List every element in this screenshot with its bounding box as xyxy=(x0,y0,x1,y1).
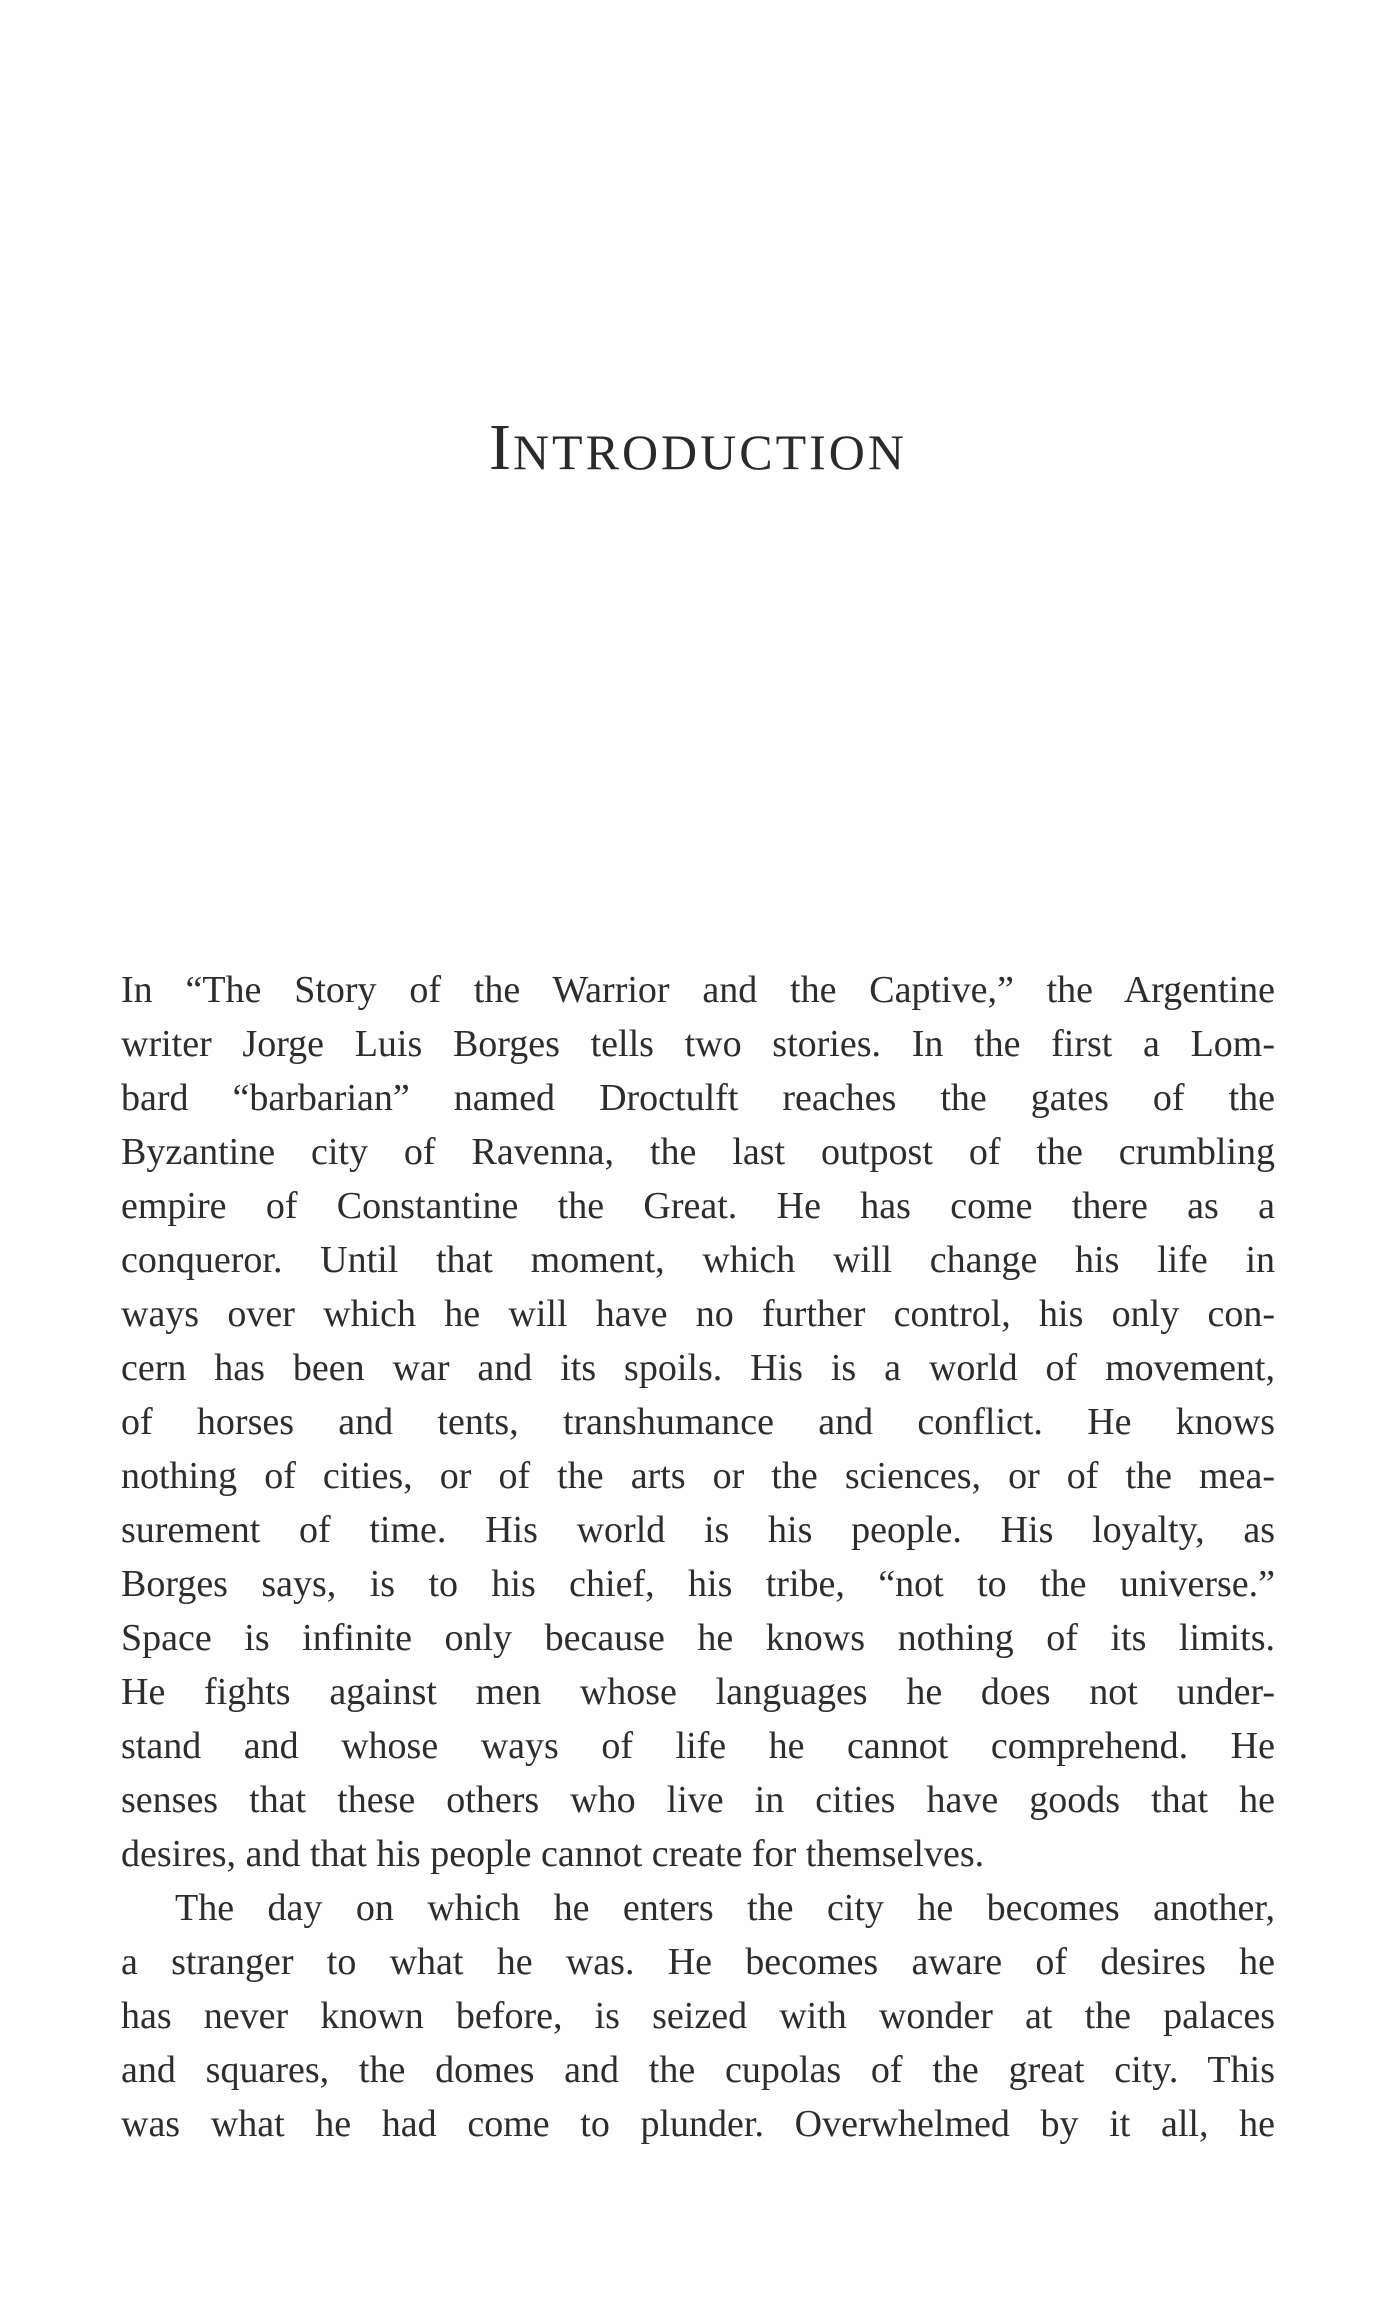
text-line: stand and whose ways of life he cannot comprehend. He xyxy=(121,1725,1275,1767)
text-line: of horses and tents, transhumance and conflict. He knows xyxy=(121,1401,1275,1443)
chapter-title-initial: I xyxy=(488,411,513,484)
text-line: Borges says, is to his chief, his tribe, “not to the universe.” xyxy=(121,1563,1275,1605)
text-line: writer Jorge Luis Borges tells two stories. In the first a Lom- xyxy=(121,1023,1275,1065)
text-line: ways over which he will have no further control, his only con- xyxy=(121,1293,1275,1335)
text-line: Byzantine city of Ravenna, the last outpost of the crumbling xyxy=(121,1131,1275,1173)
text-line: surement of time. His world is his people. His loyalty, as xyxy=(121,1509,1275,1551)
text-line: conqueror. Until that moment, which will change his life in xyxy=(121,1239,1275,1281)
text-line: has never known before, is seized with wonder at the palaces xyxy=(121,1995,1275,2037)
text-line: The day on which he enters the city he becomes another, xyxy=(175,1887,1275,1929)
text-line: He fights against men whose languages he does not under- xyxy=(121,1671,1275,1713)
text-line: bard “barbarian” named Droctulft reaches the gates of the xyxy=(121,1077,1275,1119)
text-line: desires, and that his people cannot create for themselves. xyxy=(121,1833,985,1875)
text-line: Space is infinite only because he knows nothing of its limits. xyxy=(121,1617,1275,1659)
text-line: cern has been war and its spoils. His is a world of movement, xyxy=(121,1347,1275,1389)
chapter-title-rest: NTRODUCTION xyxy=(512,424,908,480)
text-line: was what he had come to plunder. Overwhelmed by it all, he xyxy=(121,2103,1275,2145)
text-line: nothing of cities, or of the arts or the sciences, or of the mea- xyxy=(121,1455,1275,1497)
text-line: senses that these others who live in cities have goods that he xyxy=(121,1779,1275,1821)
text-line: a stranger to what he was. He becomes aware of desires he xyxy=(121,1941,1275,1983)
text-line: empire of Constantine the Great. He has come there as a xyxy=(121,1185,1275,1227)
text-line: In “The Story of the Warrior and the Captive,” the Argentine xyxy=(121,969,1275,1011)
text-line: and squares, the domes and the cupolas of the great city. This xyxy=(121,2049,1275,2091)
chapter-title xyxy=(0,408,1396,492)
